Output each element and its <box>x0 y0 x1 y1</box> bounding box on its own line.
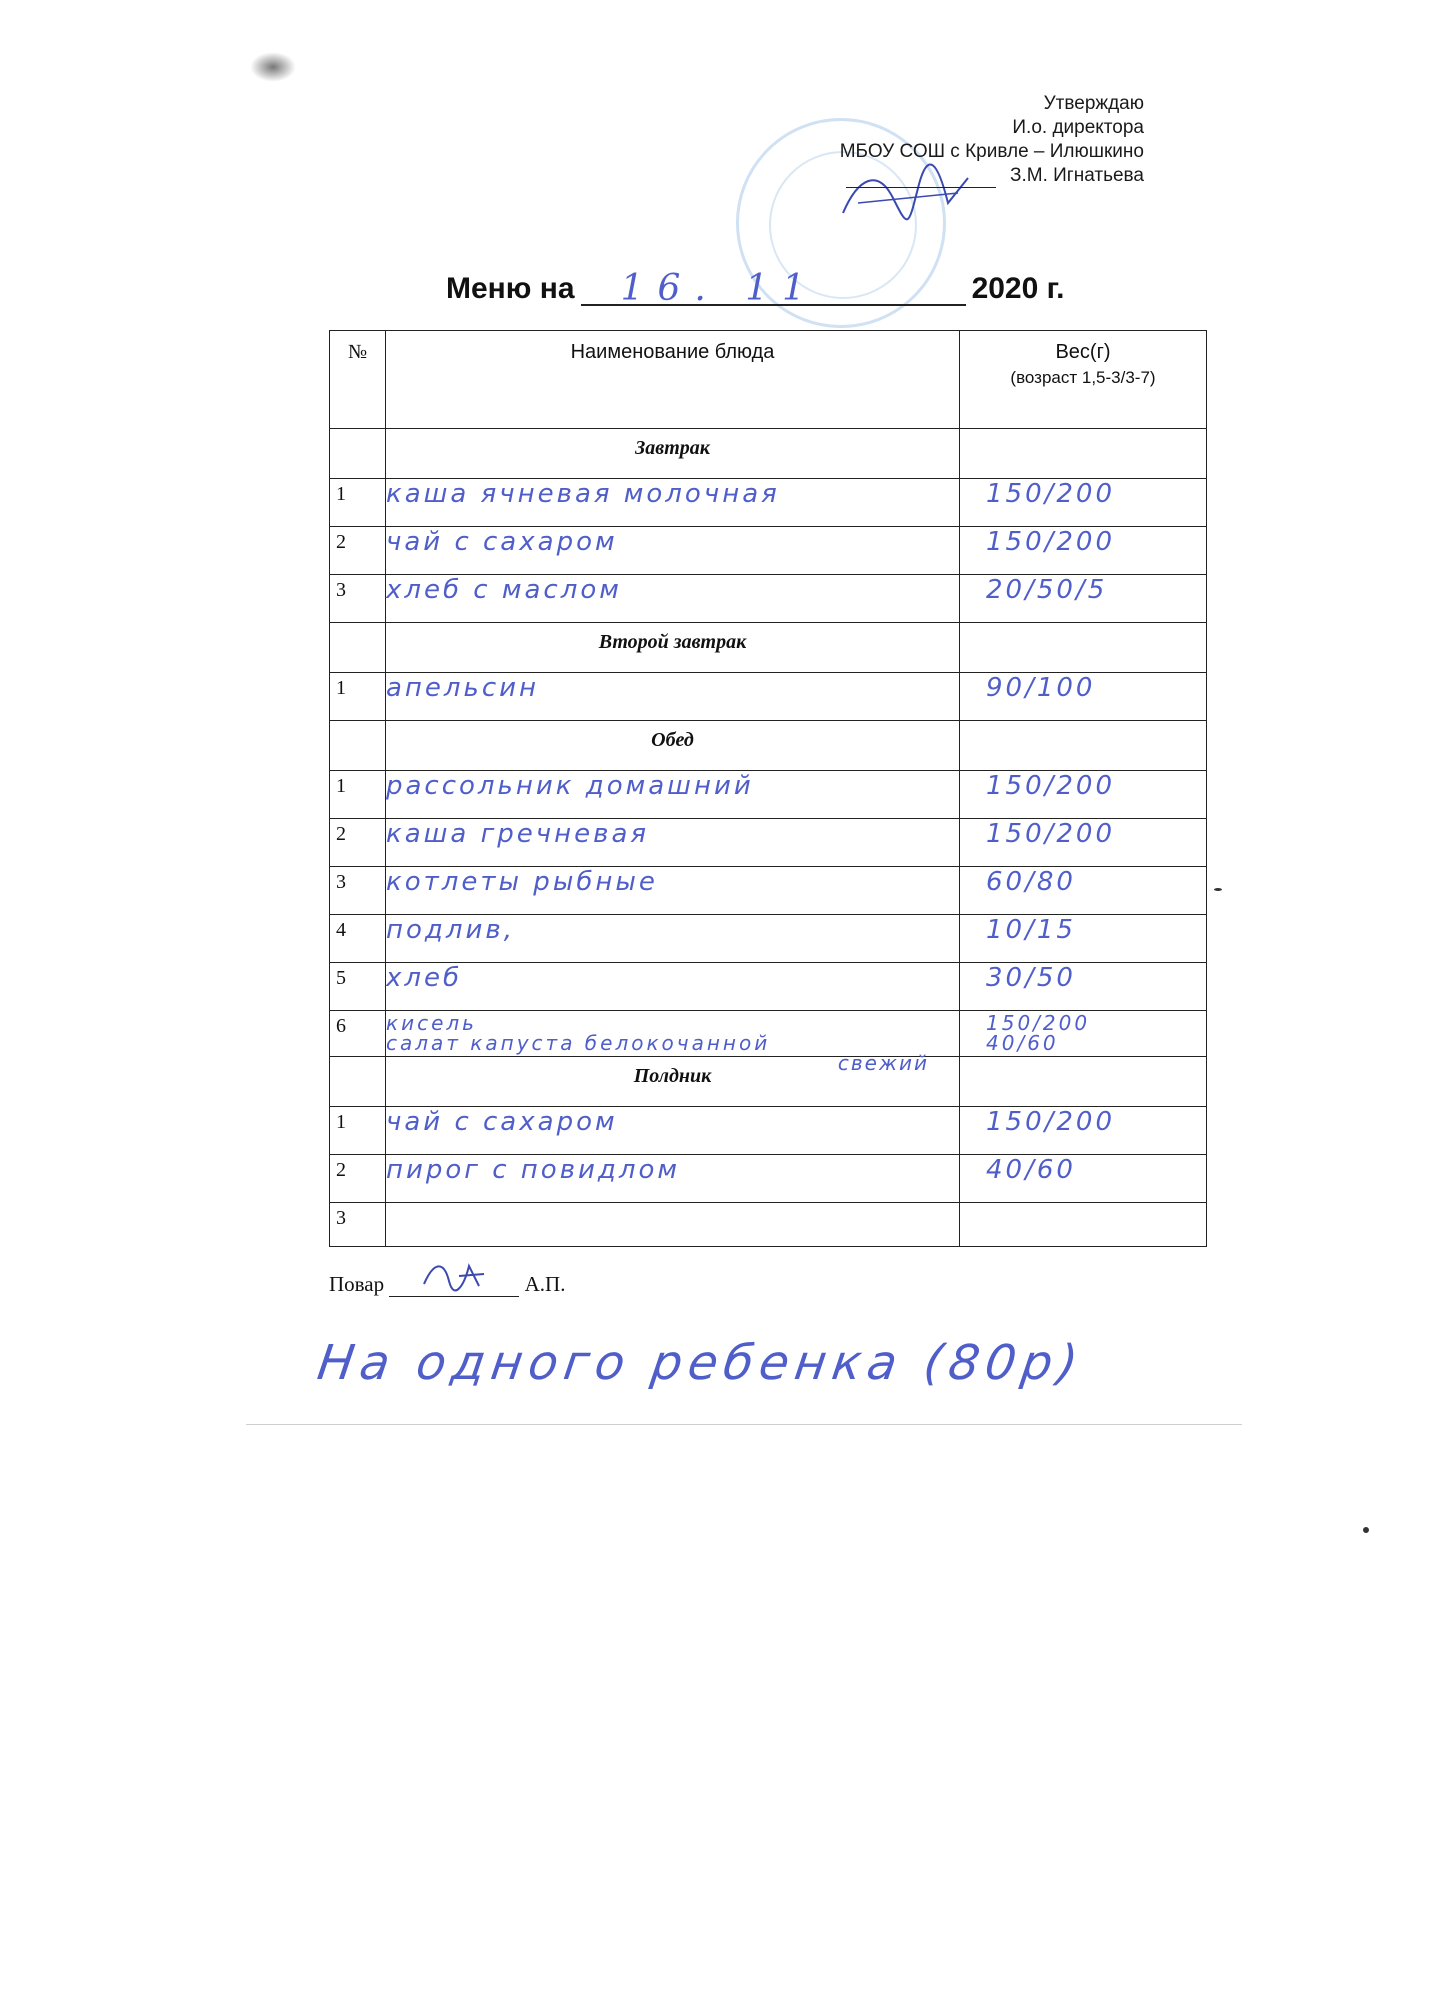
table-row <box>330 963 1207 1011</box>
section-row <box>330 429 1207 479</box>
section-lunch: Обед <box>386 721 960 771</box>
section-breakfast: Завтрак <box>386 429 960 479</box>
title-suffix: 2020 г. <box>971 272 1065 305</box>
row-num: 1 <box>330 1107 386 1155</box>
table-row <box>330 771 1207 819</box>
table-row <box>330 1107 1207 1155</box>
row-num: 3 <box>330 867 386 915</box>
scan-speck <box>1363 1527 1369 1533</box>
dish-weight: 60/80 <box>960 867 1207 915</box>
section-snack-label: Полдник <box>633 1065 712 1087</box>
cook-signature-block <box>329 1272 565 1297</box>
date-handwritten: 16. 11 <box>620 268 820 309</box>
table-header-row <box>330 331 1207 429</box>
dish-name: хлеб <box>386 963 960 1011</box>
row-num: 2 <box>330 819 386 867</box>
dish-name: каша ячневая молочная <box>386 479 960 527</box>
dish-name: хлеб с маслом <box>386 575 960 623</box>
dish-weight: 150/200 <box>960 771 1207 819</box>
dish-weight: 150/200 <box>960 479 1207 527</box>
dish-name: пирог с повидлом <box>386 1155 960 1203</box>
row-num: 2 <box>330 1155 386 1203</box>
table-row <box>330 1011 1207 1057</box>
table-row <box>330 915 1207 963</box>
row-num: 4 <box>330 915 386 963</box>
dish-name: котлеты рыбные <box>386 867 960 915</box>
dish-weight: 90/100 <box>960 673 1207 721</box>
dish-weight: 150/200 <box>960 527 1207 575</box>
section-row <box>330 623 1207 673</box>
per-child-note: На одного ребенка (80р) <box>314 1335 1088 1391</box>
dish-name: рассольник домашний <box>386 771 960 819</box>
header-weight-note: (возраст 1,5-3/3-7) <box>1010 368 1156 387</box>
cook-signature <box>419 1256 489 1292</box>
row-num: 3 <box>330 575 386 623</box>
cook-label: Повар <box>329 1272 385 1296</box>
scan-speck <box>1214 888 1222 891</box>
section-row <box>330 721 1207 771</box>
table-row <box>330 575 1207 623</box>
dish-name: чай с сахаром <box>386 527 960 575</box>
row-num: 2 <box>330 527 386 575</box>
header-name: Наименование блюда <box>386 331 960 429</box>
signature-line <box>846 169 996 188</box>
dish-weight-multi <box>960 1011 1207 1057</box>
table-row <box>330 819 1207 867</box>
cook-signature-line <box>389 1276 519 1297</box>
section-snack <box>386 1051 960 1107</box>
dish-weight: 40/60 <box>960 1155 1207 1203</box>
dish-weight: 20/50/5 <box>960 575 1207 623</box>
director-name: З.М. Игнатьева <box>1010 165 1144 186</box>
page-title <box>446 268 1065 309</box>
section-second-breakfast: Второй завтрак <box>386 623 960 673</box>
row-num: 5 <box>330 963 386 1011</box>
dish-name <box>386 1203 960 1247</box>
dish-weight: 150/200 <box>986 1011 1091 1035</box>
scan-smudge <box>250 52 296 82</box>
cook-name: А.П. <box>524 1272 566 1296</box>
title-prefix: Меню на <box>446 272 575 305</box>
row-num: 3 <box>330 1203 386 1247</box>
row-num: 1 <box>330 479 386 527</box>
divider <box>246 1424 1242 1425</box>
table-row <box>330 673 1207 721</box>
dish-name-3: свежий <box>837 1051 929 1075</box>
dish-name: апельсин <box>386 673 960 721</box>
dish-name-2: салат капуста белокочанной <box>386 1031 771 1055</box>
header-weight <box>960 331 1207 429</box>
row-num: 1 <box>330 771 386 819</box>
table-row <box>330 527 1207 575</box>
dish-weight: 150/200 <box>960 1107 1207 1155</box>
table-row <box>330 1155 1207 1203</box>
header-num: № <box>330 331 386 429</box>
row-num: 1 <box>330 673 386 721</box>
row-num: 6 <box>330 1011 386 1057</box>
approval-line-2: И.о. директора <box>1012 117 1144 138</box>
dish-name: каша гречневая <box>386 819 960 867</box>
dish-weight: 150/200 <box>960 819 1207 867</box>
dish-weight: 10/15 <box>960 915 1207 963</box>
dish-weight-2: 40/60 <box>986 1031 1059 1055</box>
dish-name: кисель <box>386 1011 477 1035</box>
approval-line-4 <box>840 164 1144 188</box>
dish-name-multi <box>386 1011 960 1057</box>
header-weight-label: Вес(г) <box>1055 341 1111 363</box>
menu-table <box>329 330 1207 1247</box>
dish-weight: 30/50 <box>960 963 1207 1011</box>
table-row <box>330 867 1207 915</box>
table-row <box>330 1203 1207 1247</box>
section-row <box>330 1057 1207 1107</box>
approval-line-1: Утверждаю <box>1043 93 1144 114</box>
dish-name: подлив, <box>386 915 960 963</box>
approval-block <box>840 92 1144 188</box>
table-row <box>330 479 1207 527</box>
dish-name: чай с сахаром <box>386 1107 960 1155</box>
date-field <box>581 268 966 309</box>
dish-weight <box>960 1203 1207 1247</box>
approval-line-3: МБОУ СОШ с Кривле – Илюшкино <box>839 141 1144 162</box>
